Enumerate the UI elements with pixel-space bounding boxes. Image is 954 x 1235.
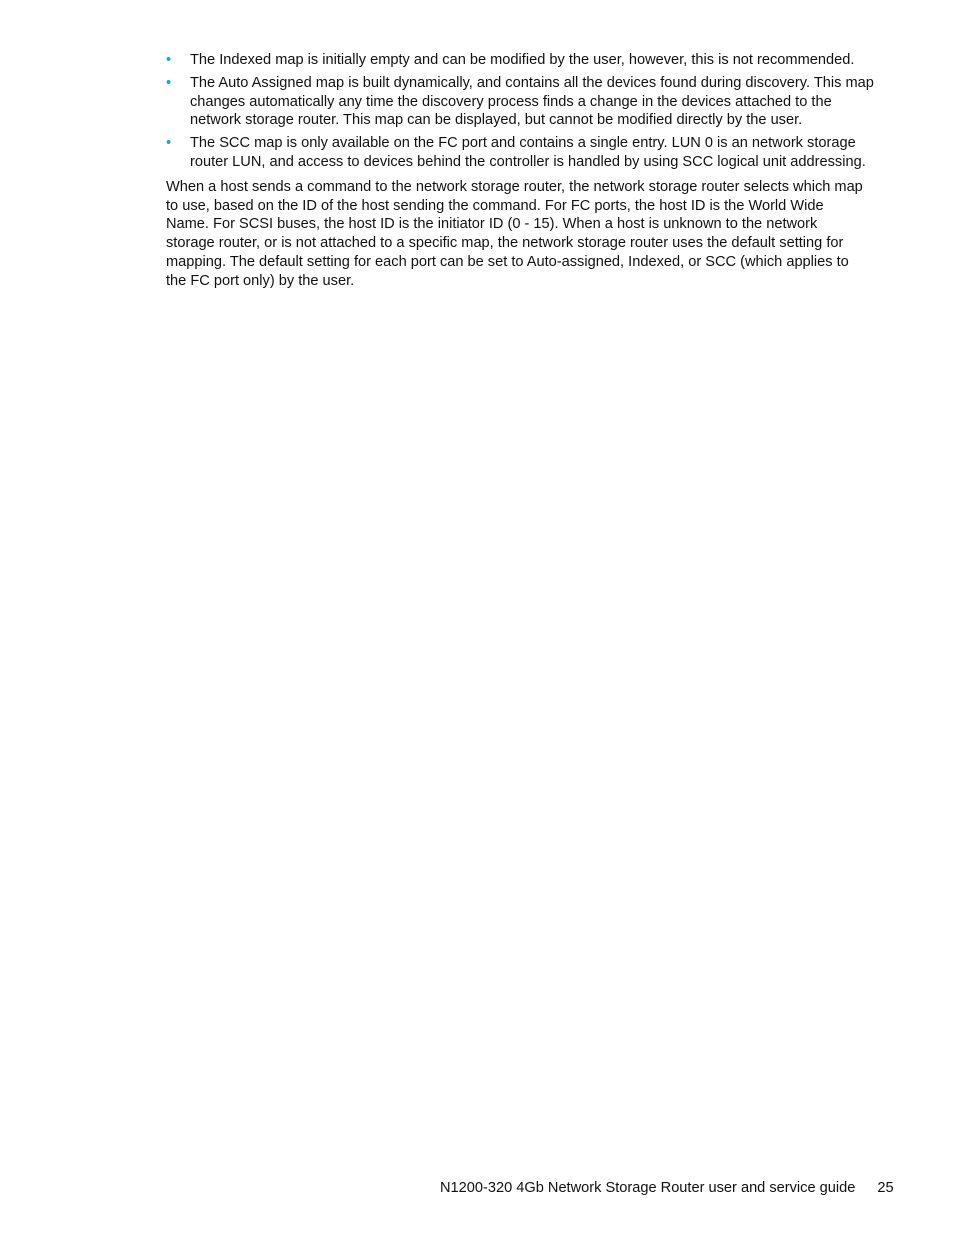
bullet-dot-icon: • [166,135,172,152]
page-footer [440,1179,894,1197]
bullet-item-indexed-map [166,51,878,70]
bullet-text: The Indexed map is initially empty and can be modified by the user, however, this is not recommended. [190,52,855,68]
page-number: 25 [877,1180,894,1196]
bullet-dot-icon: • [166,52,172,68]
bullet-item-scc-map [166,134,878,172]
bullet-list [166,51,878,172]
page-content [166,51,878,291]
bullet-text: The SCC map is only available on the FC port and contains a single entry. LUN 0 is an network storage router LUN, and access to devices behind the controller is handled by using SCC logical unit addressing. [190,135,866,170]
bullet-text: The Auto Assigned map is built dynamically, and contains all the devices found during discovery. This map changes automatically any time the discovery process finds a change in the devices attached to the network storage router. This map can be displayed, but cannot be modified directly by the user. [190,74,874,129]
bullet-item-auto-assigned-map [166,74,878,130]
footer-title: N1200-320 4Gb Network Storage Router user and service guide [440,1180,856,1196]
bullet-dot-icon: • [166,74,172,91]
body-paragraph: When a host sends a command to the network storage router, the network storage router selects which map to use, based on the ID of the host sending the command. For FC ports, the host ID is the World Wide Name. For SCSI buses, the host ID is the initiator ID (0 - 15). When a host is unknown to the network storage router, or is not attached to a specific map, the network storage router uses the default setting for mapping. The default setting for each port can be set to Auto-assigned, Indexed, or SCC (which applies to the FC port only) by the user. [166,178,863,289]
